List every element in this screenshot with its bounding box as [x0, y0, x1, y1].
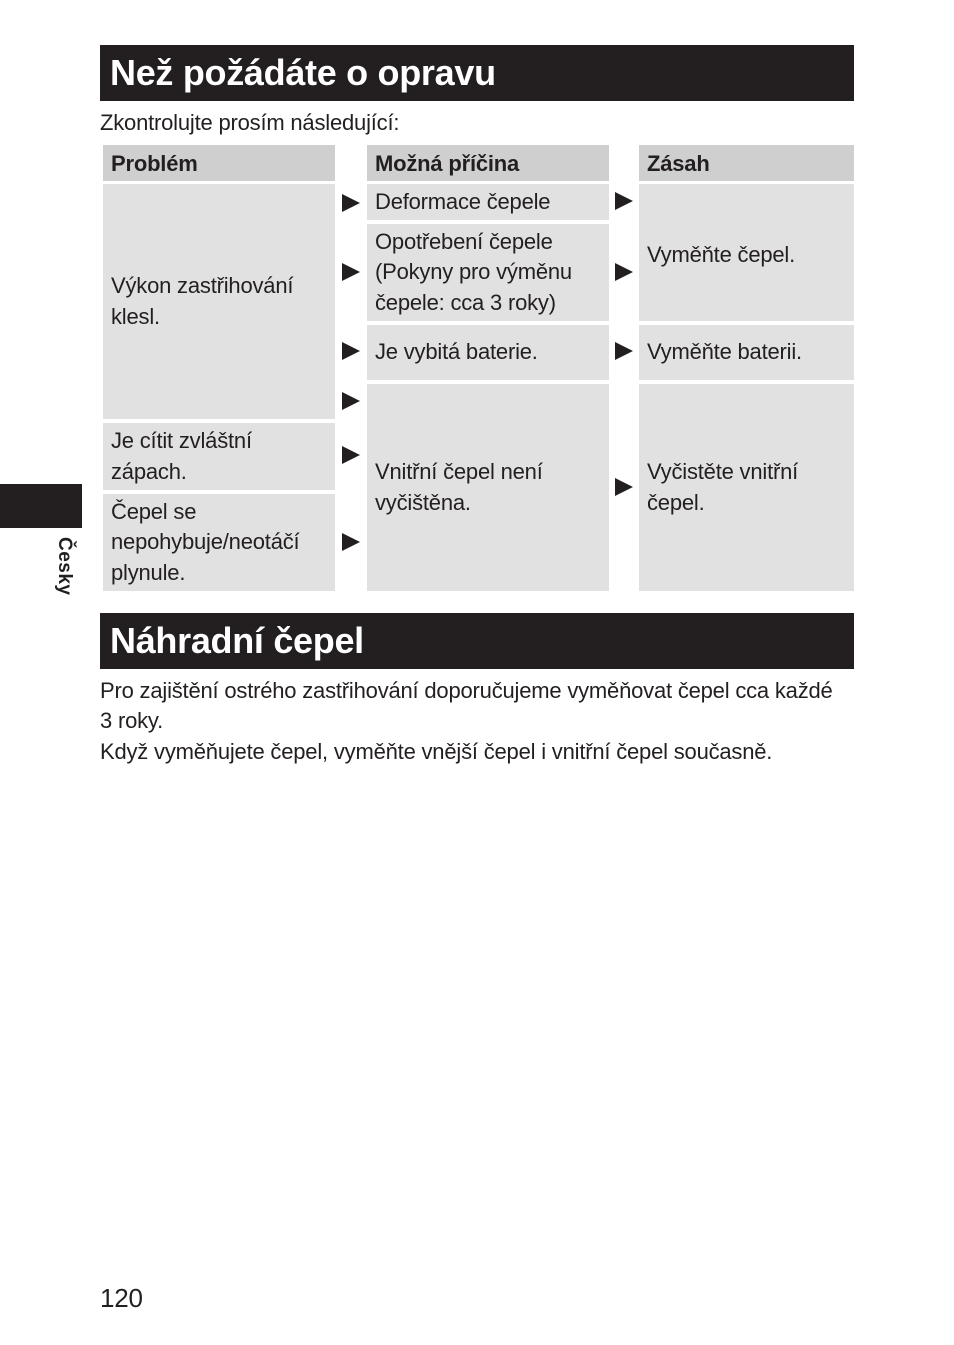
cause-text: Opotřebení čepele (Pokyny pro výměnu čepele: cca 3 roky)	[375, 228, 572, 315]
arrow-right-icon	[615, 192, 633, 210]
problem-text: Výkon zastřihování klesl.	[111, 273, 294, 329]
arrow-right-icon	[615, 478, 633, 496]
section-title-before-repair: Než požádáte o opravu	[100, 45, 854, 101]
arrow-right-icon	[342, 194, 360, 212]
arrow-right-icon	[615, 263, 633, 281]
action-text: Vyměňte baterii.	[647, 339, 802, 365]
cause-cell	[367, 184, 609, 220]
page-number: 120	[100, 1283, 143, 1313]
language-label: Česky	[54, 537, 75, 596]
language-tab-marker	[0, 484, 82, 528]
arrow-right-icon	[342, 342, 360, 360]
intro-text: Zkontrolujte prosím následující:	[100, 110, 400, 135]
arrow-right-icon	[342, 446, 360, 464]
problem-text: Čepel se nepohybuje/neotáčí plynule.	[111, 498, 300, 585]
action-cell	[639, 325, 854, 380]
problem-cell	[103, 494, 335, 591]
header-action: Zásah	[639, 145, 854, 181]
problem-cell	[103, 184, 335, 419]
cause-text: Je vybitá baterie.	[375, 339, 538, 365]
cause-text: Vnitřní čepel není vyčištěna.	[375, 459, 543, 515]
action-text: Vyčistěte vnitřní čepel.	[647, 459, 799, 515]
arrow-right-icon	[615, 342, 633, 360]
cause-cell	[367, 224, 609, 321]
paragraph-recommendation: Pro zajištění ostrého zastřihování doporučujeme vyměňovat čepel cca každé 3 roky.	[100, 678, 833, 733]
paragraph-replacement-note: Když vyměňujete čepel, vyměňte vnější čepel i vnitřní čepel současně.	[100, 739, 773, 764]
action-cell	[639, 184, 854, 321]
cause-text: Deformace čepele	[375, 188, 551, 214]
cause-cell	[367, 325, 609, 380]
header-cause: Možná příčina	[367, 145, 609, 181]
arrow-right-icon	[342, 392, 360, 410]
cause-cell	[367, 384, 609, 591]
arrow-right-icon	[342, 263, 360, 281]
section-title-replacement-blade: Náhradní čepel	[100, 613, 854, 669]
problem-text: Je cítit zvláštní zápach.	[111, 428, 252, 484]
header-problem: Problém	[103, 145, 335, 181]
problem-cell	[103, 423, 335, 490]
action-cell	[639, 384, 854, 591]
arrow-right-icon	[342, 533, 360, 551]
action-text: Vyměňte čepel.	[647, 242, 796, 267]
